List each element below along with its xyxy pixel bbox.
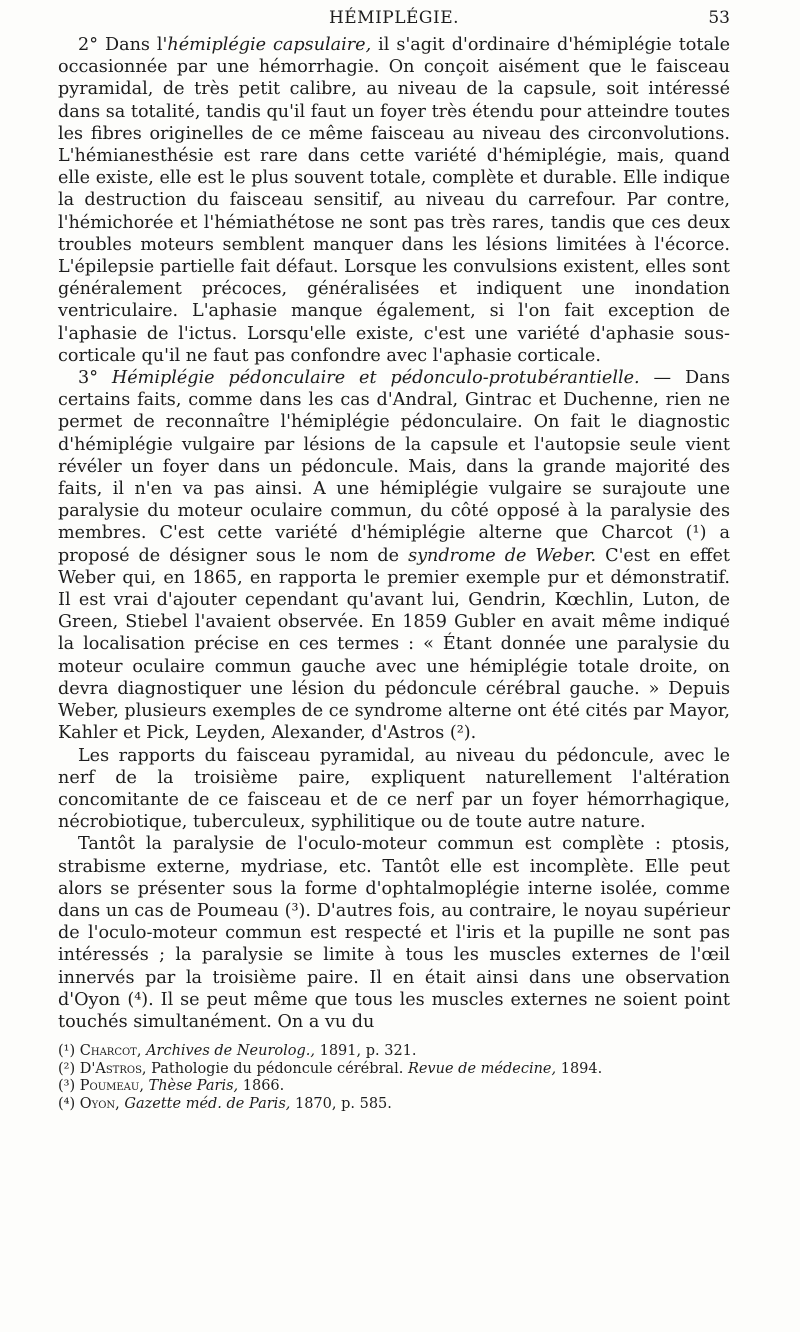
- paragraph-text: . D'autres fois, au contraire, le noyau supérieur de l'oculo-moteur commun est respecté et l'iris et la pupille ne sont pas intéressés ; la paralysie se limite à tous les muscles externes de l'œil innervés par la troisième paire. Il en était ainsi dans une observation d'Oyon: [58, 900, 730, 1010]
- footnote-marker: (¹): [58, 1043, 76, 1059]
- paragraph-text: — Dans certains faits, comme dans les cas d'Andral, Gintrac et Duchenne, rien ne permet de reconnaître l'hémiplégie pédonculaire. On fait le diagnostic d'hémiplégie vulgaire par lésions de la capsule et l'autopsie seule vient révéler un foyer dans un pédoncule. Mais, dans la grande majorité des faits, il n'en va pas ainsi. A une hémiplégie vulgaire se surajoute une paralysie du moteur oculaire commun, du côté opposé à la paralysie des membres. C'est cette variété d'hémiplégie alterne que Charcot: [58, 368, 731, 544]
- section-number: 3°: [78, 368, 112, 389]
- paragraph-text: Tantôt la paralysie de l'oculo-moteur commun est complète : ptosis, strabisme externe, mydriase, etc. Tantôt elle est incomplète. Elle peut alors se présenter sous la forme d'ophtalmoplégie interne isolée, comme dans un cas de Poumeau: [58, 834, 730, 921]
- paragraph-oculomotor-paralysis: [58, 833, 730, 1033]
- footnote-details: 1870, p. 585.: [290, 1095, 392, 1112]
- footnote-ref-3: (³): [284, 900, 306, 921]
- footnote-author: Poumeau,: [79, 1078, 144, 1095]
- footnote-3: [58, 1078, 730, 1096]
- footnote-marker: (²): [58, 1060, 76, 1077]
- footnote-ref-4: (⁴): [127, 989, 149, 1010]
- paragraph-text: C'est en effet Weber qui, en 1865, en rapporta le premier exemple pur et démonstratif. Il est vrai d'ajouter cependant qu'avant lui, Gendrin, Kœchlin, Luton, de Green, Stiebel l'avaient observée. En 1859 Gubler en avait même indiqué la localisation précise en ces termes : « Étant donnée une paralysie du moteur oculaire commun gauche avec une hémiplégie totale droite, on devra diagnostiquer une lésion du pédoncule cérébral gauche. » Depuis Weber, plusieurs exemples de ce syndrome alterne ont été cités par Mayor, Kahler et Pick, Leyden, Alexander, d'Astros: [58, 545, 730, 744]
- syndrome-name: syndrome de Weber.: [408, 545, 597, 566]
- section-number: 2° Dans l': [78, 35, 168, 55]
- footnote-ref-1: (¹): [685, 523, 707, 544]
- footnote-ref-2: (²): [449, 723, 471, 744]
- footnotes: [58, 1043, 730, 1113]
- footnote-details: 1866.: [238, 1078, 285, 1095]
- page-number: 53: [708, 8, 730, 28]
- footnote-details: 1891, p. 321.: [315, 1043, 417, 1059]
- section-heading: Hémiplégie pédonculaire et pédonculo-protubérantielle.: [111, 368, 640, 389]
- footnote-1: [58, 1043, 730, 1061]
- footnote-author: Charcot,: [79, 1043, 142, 1059]
- footnote-source: Archives de Neurolog.,: [146, 1043, 315, 1059]
- footnote-author: D'Astros,: [79, 1060, 147, 1077]
- footnote-title: Pathologie du pédoncule cérébral.: [146, 1060, 408, 1077]
- footnote-source: Thèse Paris,: [148, 1078, 239, 1095]
- footnote-4: [58, 1096, 730, 1114]
- page-header: [58, 8, 730, 36]
- running-title: HÉMIPLÉGIE.: [328, 8, 460, 28]
- paragraph-capsular-hemiplegia: [58, 34, 730, 367]
- section-heading: hémiplégie capsulaire,: [167, 35, 372, 55]
- footnote-2: [58, 1061, 730, 1079]
- paragraph-text: il s'agit d'ordinaire d'hémiplégie totale occasionnée par une hémorrhagie. On conçoit aisément que le faisceau pyramidal, de très petit calibre, au niveau de la capsule, soit intéressé dans sa totalité, tandis qu'il faut un foyer très étendu pour atteindre toutes les fibres originelles de ce même faisceau au niveau des circonvolutions. L'hémianesthésie est rare dans cette variété d'hémiplégie, mais, quand elle existe, elle est le plus souvent totale, complète et durable. Elle indique la destruction du faisceau sensitif, au niveau du carrefour. Par contre, l'hémichorée et l'hémiathétose ne sont pas très rares, tandis que ces deux troubles moteurs semblent manquer dans les lésions limitées à l'écorce. L'épilepsie partielle fait défaut. Lorsque les convulsions existent, elles sont généralement précoces, généralisées et indiquent une inondation ventriculaire. L'aphasie manque également, si l'on fait exception de l'aphasie de l'ictus. Lorsqu'elle existe, c'est une variété d'aphasie sous-corticale qu'il ne faut pas confondre avec l'aphasie corticale.: [58, 35, 730, 366]
- paragraph-pyramidal-relations: [58, 745, 730, 834]
- footnote-marker: (⁴): [58, 1095, 76, 1112]
- footnote-marker: (³): [58, 1078, 76, 1095]
- paragraph-text: a proposé de désigner sous le nom de: [58, 523, 730, 566]
- paragraph-text: . Il se peut même que tous les muscles externes ne soient point touchés simultanément. On a vu du: [58, 989, 730, 1032]
- paragraph-peduncular-hemiplegia: [58, 367, 730, 744]
- paragraph-text: .: [470, 723, 477, 744]
- footnote-details: 1894.: [556, 1060, 603, 1077]
- footnote-source: Revue de médecine,: [407, 1060, 557, 1077]
- paragraph-text: Les rapports du faisceau pyramidal, au niveau du pédoncule, avec le nerf de la troisième paire, expliquent naturellement l'altération concomitante de ce faisceau et de ce nerf par un foyer hémorrhagique, nécrobiotique, tuberculeux, syphilitique ou de toute autre nature.: [58, 745, 730, 833]
- body-text: [58, 34, 730, 1033]
- footnote-source: Gazette méd. de Paris,: [124, 1095, 291, 1112]
- footnote-author: Oyon,: [79, 1095, 120, 1112]
